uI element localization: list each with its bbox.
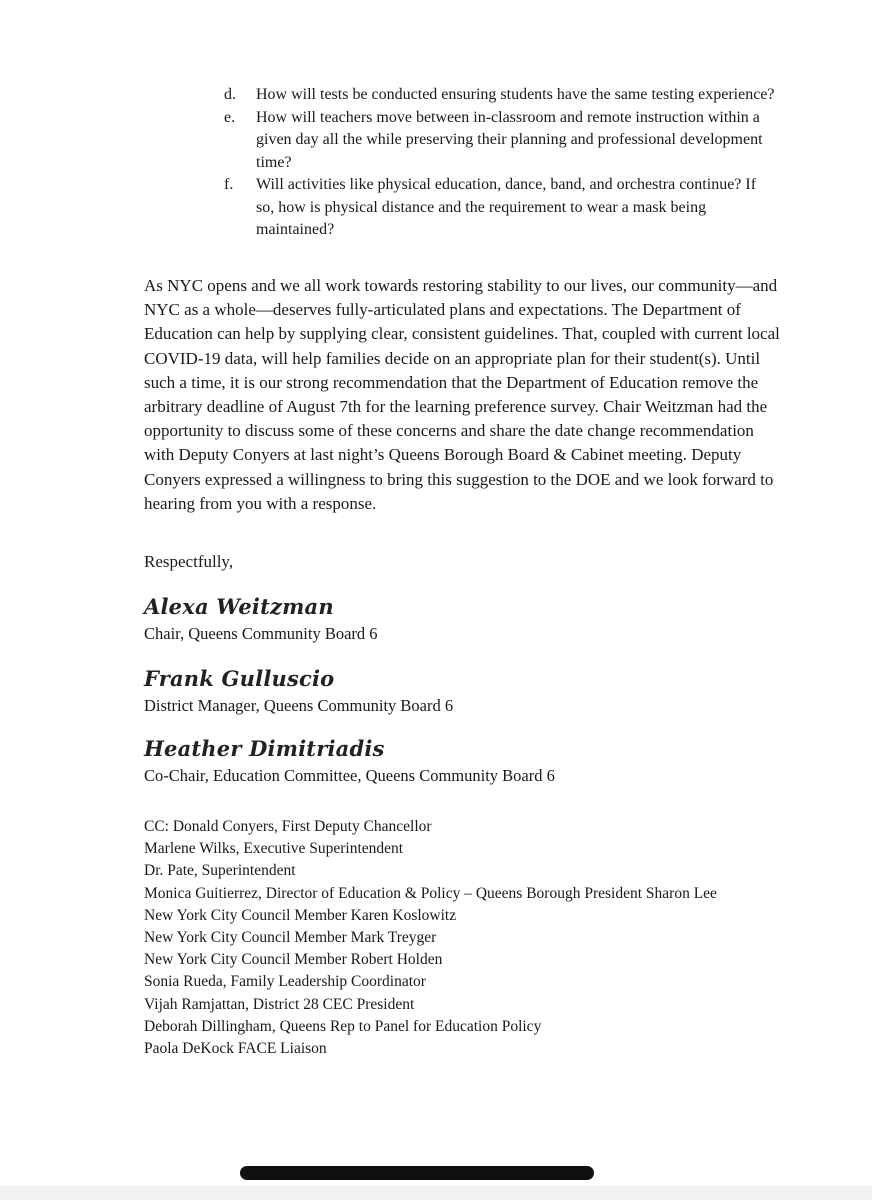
question-text: How will tests be conducted ensuring students have the same testing experience? <box>256 86 775 103</box>
question-list <box>224 84 784 242</box>
signer-title: District Manager, Queens Community Board 6 <box>144 696 454 715</box>
signature-block-district-manager <box>144 666 453 718</box>
cc-list <box>144 816 804 1060</box>
question-letter: d. <box>224 86 236 103</box>
cc-item: New York City Council Member Robert Holden <box>144 951 443 969</box>
cc-item: Paola DeKock FACE Liaison <box>144 1040 327 1058</box>
closing-salutation: Respectfully, <box>144 552 234 571</box>
question-item <box>224 107 784 175</box>
cc-item: Vijah Ramjattan, District 28 CEC President <box>144 995 415 1013</box>
home-indicator-bar[interactable] <box>240 1166 594 1180</box>
signature-block-chair <box>144 594 378 646</box>
question-item <box>224 174 784 242</box>
cc-item: Dr. Pate, Superintendent <box>144 862 296 880</box>
cc-item: Sonia Rueda, Family Leadership Coordinator <box>144 973 426 991</box>
signer-title: Co-Chair, Education Committee, Queens Community Board 6 <box>144 766 555 785</box>
signature: Heather Dimitriadis <box>144 736 385 761</box>
signature: Frank Gulluscio <box>144 666 335 691</box>
signature: Alexa Weitzman <box>144 594 334 619</box>
cc-item: New York City Council Member Mark Treyger <box>144 929 437 947</box>
cc-item: CC: Donald Conyers, First Deputy Chancellor <box>144 818 432 835</box>
cc-item: Deborah Dillingham, Queens Rep to Panel for Education Policy <box>144 1017 542 1035</box>
question-item <box>224 84 784 107</box>
signer-title: Chair, Queens Community Board 6 <box>144 624 378 643</box>
question-letter: e. <box>224 108 236 126</box>
question-letter: f. <box>224 176 234 193</box>
cc-item: Monica Guitierrez, Director of Education & Policy – Queens Borough President Sharon Lee <box>144 884 717 902</box>
body-paragraph: As NYC opens and we all work towards restoring stability to our lives, our community—and NYC as a whole—deserves fully-articulated plans and expectations. The Department of Education can help by supplying clear, consistent guidelines. That, coupled with current local COVID-19 data, will help families decide on an appropriate plan for their student(s). Until such a time, it is our strong recommendation that the Department of Education remove the arbitrary deadline of August 7th for the learning preference survey. Chair Weitzman had the opportunity to discuss some of these concerns and share the date change recommendation with Deputy Conyers at last night’s Queens Borough Board & Cabinet meeting. Deputy Conyers expressed a willingness to bring this suggestion to the DOE and we look forward to hearing from you with a response. <box>144 276 780 513</box>
question-text: Will activities like physical education, dance, band, and orchestra continue? If so, how is physical distance and the requirement to wear a mask being maintained? <box>256 176 757 238</box>
signature-block-co-chair <box>144 736 555 788</box>
cc-item: Marlene Wilks, Executive Superintendent <box>144 840 404 858</box>
cc-item: New York City Council Member Karen Koslowitz <box>144 906 457 924</box>
question-text: How will teachers move between in-classroom and remote instruction within a given day all the while preserving their planning and professional development time? <box>256 108 763 171</box>
